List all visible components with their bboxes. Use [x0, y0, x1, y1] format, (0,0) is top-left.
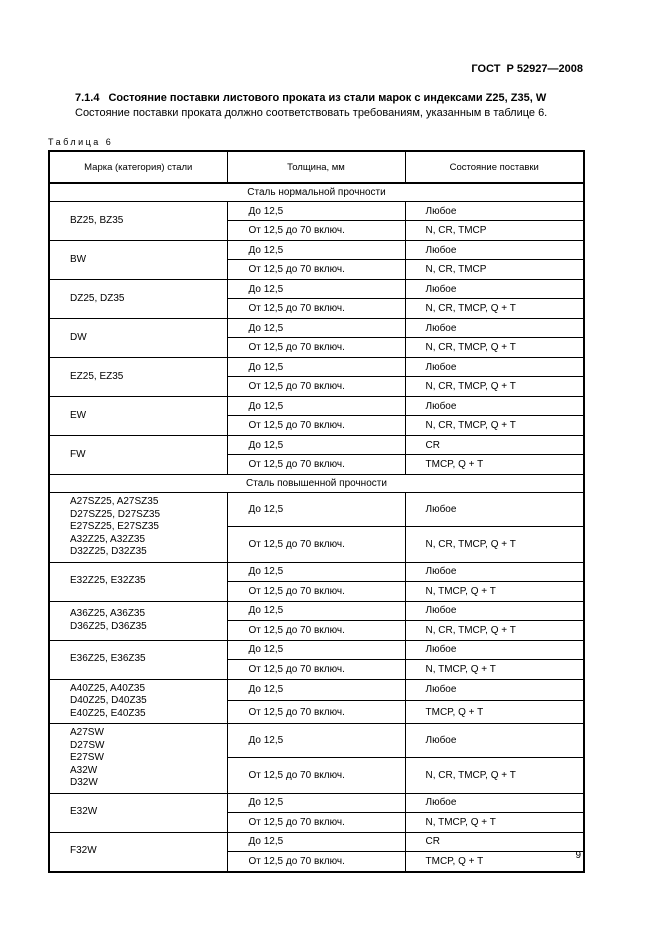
condition-cell: Любое	[405, 397, 584, 416]
grade-cell	[49, 832, 227, 872]
grade-line: A36Z25, A36Z35	[70, 608, 146, 619]
thickness-cell: До 12,5	[227, 397, 405, 416]
thickness-cell: До 12,5	[227, 679, 405, 701]
table-row	[49, 832, 584, 851]
thickness-cell: От 12,5 до 70 включ.	[227, 455, 405, 475]
thickness-cell: От 12,5 до 70 включ.	[227, 526, 405, 562]
grade-line: A27SZ25, A27SZ35	[70, 496, 159, 507]
thickness-cell: От 12,5 до 70 включ.	[227, 221, 405, 241]
table-row	[49, 562, 584, 581]
table-row	[49, 724, 584, 758]
grade-line: BZ25, BZ35	[70, 214, 124, 226]
grade-line: E27SW	[70, 752, 104, 763]
page-content	[48, 0, 583, 873]
section-title: Сталь нормальной прочности	[49, 183, 584, 202]
grade-cell	[49, 724, 227, 794]
table-row	[49, 319, 584, 338]
grade-cell	[49, 493, 227, 563]
condition-cell: N, TMCP, Q + T	[405, 581, 584, 601]
thickness-cell: До 12,5	[227, 793, 405, 812]
thickness-cell: От 12,5 до 70 включ.	[227, 338, 405, 358]
grade-cell	[49, 202, 227, 241]
grade-cell	[49, 679, 227, 724]
grade-line: D40Z25, D40Z35	[70, 695, 147, 706]
thickness-cell: До 12,5	[227, 724, 405, 758]
grade-line: A32W	[70, 764, 98, 776]
grade-line: D36Z25, D36Z35	[70, 620, 147, 632]
thickness-cell: До 12,5	[227, 562, 405, 581]
thickness-cell: До 12,5	[227, 640, 405, 659]
condition-cell: Любое	[405, 280, 584, 299]
thickness-cell: От 12,5 до 70 включ.	[227, 377, 405, 397]
thickness-cell: До 12,5	[227, 358, 405, 377]
grade-line: F32W	[70, 845, 97, 857]
condition-cell: Любое	[405, 562, 584, 581]
section-title: Сталь повышенной прочности	[49, 475, 584, 493]
grade-line: A27SW	[70, 727, 104, 738]
section-heading-title: Состояние поставки листового проката из стали марок с индексами Z25, Z35, W	[108, 92, 547, 104]
condition-cell: N, CR, TMCP	[405, 260, 584, 280]
table-row	[49, 436, 584, 455]
grade-cell	[49, 241, 227, 280]
table-row	[49, 202, 584, 221]
condition-cell: Любое	[405, 358, 584, 377]
grade-line: D32Z25, D32Z35	[70, 546, 147, 557]
thickness-cell: От 12,5 до 70 включ.	[227, 620, 405, 640]
grade-line: DW	[70, 331, 87, 343]
table-row	[49, 679, 584, 701]
condition-cell: TMCP, Q + T	[405, 851, 584, 872]
delivery-conditions-table	[48, 150, 585, 873]
condition-cell: Любое	[405, 202, 584, 221]
thickness-cell: До 12,5	[227, 832, 405, 851]
grade-line: D32W	[70, 777, 98, 788]
grade-line: A32Z25, A32Z35	[70, 533, 146, 545]
condition-cell: Любое	[405, 601, 584, 620]
condition-cell: CR	[405, 832, 584, 851]
condition-cell: N, CR, TMCP	[405, 221, 584, 241]
section-row	[49, 183, 584, 202]
condition-cell: N, CR, TMCP, Q + T	[405, 757, 584, 793]
section-heading-number: 7.1.4	[75, 92, 100, 104]
condition-cell: N, CR, TMCP, Q + T	[405, 299, 584, 319]
grade-line: A40Z25, A40Z35	[70, 682, 146, 694]
condition-cell: N, CR, TMCP, Q + T	[405, 526, 584, 562]
grade-cell	[49, 640, 227, 679]
grade-cell	[49, 562, 227, 601]
thickness-cell: До 12,5	[227, 493, 405, 527]
thickness-cell: До 12,5	[227, 280, 405, 299]
thickness-cell: До 12,5	[227, 436, 405, 455]
grade-line: E32Z25, E32Z35	[70, 575, 146, 587]
condition-cell: Любое	[405, 724, 584, 758]
thickness-cell: От 12,5 до 70 включ.	[227, 757, 405, 793]
condition-cell: Любое	[405, 640, 584, 659]
grade-line: E36Z25, E36Z35	[70, 653, 146, 665]
column-header-thickness: Толщина, мм	[227, 151, 405, 183]
body-paragraph: Состояние поставки проката должно соответствовать требованиям, указанным в таблице 6.	[75, 107, 548, 119]
condition-cell: Любое	[405, 241, 584, 260]
condition-cell: Любое	[405, 493, 584, 527]
table-label: Таблица 6	[48, 137, 114, 147]
thickness-cell: До 12,5	[227, 202, 405, 221]
thickness-cell: От 12,5 до 70 включ.	[227, 581, 405, 601]
thickness-cell: От 12,5 до 70 включ.	[227, 812, 405, 832]
thickness-cell: От 12,5 до 70 включ.	[227, 659, 405, 679]
table-row	[49, 241, 584, 260]
condition-cell: CR	[405, 436, 584, 455]
grade-cell	[49, 280, 227, 319]
grade-line: EZ25, EZ35	[70, 370, 124, 382]
grade-line: D27SZ25, D27SZ35	[70, 508, 161, 520]
condition-cell: Любое	[405, 679, 584, 701]
grade-cell	[49, 358, 227, 397]
grade-line: E27SZ25, E27SZ35	[70, 521, 159, 532]
column-header-condition: Состояние поставки	[405, 151, 584, 183]
grade-cell	[49, 793, 227, 832]
thickness-cell: До 12,5	[227, 601, 405, 620]
grade-line: D27SW	[70, 739, 105, 751]
condition-cell: N, TMCP, Q + T	[405, 659, 584, 679]
grade-line: E40Z25, E40Z35	[70, 707, 146, 719]
doc-number: ГОСТ Р 52927—2008	[471, 63, 583, 75]
grade-cell	[49, 397, 227, 436]
condition-cell: N, CR, TMCP, Q + T	[405, 377, 584, 397]
section-row	[49, 475, 584, 493]
page-number: 9	[575, 850, 581, 861]
grade-cell	[49, 319, 227, 358]
section-heading	[48, 91, 583, 105]
table-row	[49, 601, 584, 620]
column-header-grade: Марка (категория) стали	[49, 151, 227, 183]
table-row	[49, 358, 584, 377]
condition-cell: TMCP, Q + T	[405, 701, 584, 724]
table-row	[49, 280, 584, 299]
condition-cell: N, TMCP, Q + T	[405, 812, 584, 832]
thickness-cell: От 12,5 до 70 включ.	[227, 260, 405, 280]
condition-cell: Любое	[405, 793, 584, 812]
thickness-cell: От 12,5 до 70 включ.	[227, 416, 405, 436]
grade-line: DZ25, DZ35	[70, 292, 125, 304]
table-row	[49, 640, 584, 659]
thickness-cell: До 12,5	[227, 241, 405, 260]
table-body	[49, 183, 584, 872]
grade-line: FW	[70, 448, 86, 460]
condition-cell: N, CR, TMCP, Q + T	[405, 338, 584, 358]
grade-line: EW	[70, 409, 87, 421]
condition-cell: N, CR, TMCP, Q + T	[405, 416, 584, 436]
condition-cell: Любое	[405, 319, 584, 338]
thickness-cell: От 12,5 до 70 включ.	[227, 701, 405, 724]
table-header-row	[49, 151, 584, 183]
grade-cell	[49, 601, 227, 640]
table-row	[49, 793, 584, 812]
grade-line: E32W	[70, 806, 98, 818]
thickness-cell: От 12,5 до 70 включ.	[227, 851, 405, 872]
table-row	[49, 493, 584, 527]
condition-cell: N, CR, TMCP, Q + T	[405, 620, 584, 640]
condition-cell: TMCP, Q + T	[405, 455, 584, 475]
thickness-cell: До 12,5	[227, 319, 405, 338]
table-row	[49, 397, 584, 416]
grade-cell	[49, 436, 227, 475]
thickness-cell: От 12,5 до 70 включ.	[227, 299, 405, 319]
grade-line: BW	[70, 253, 87, 265]
